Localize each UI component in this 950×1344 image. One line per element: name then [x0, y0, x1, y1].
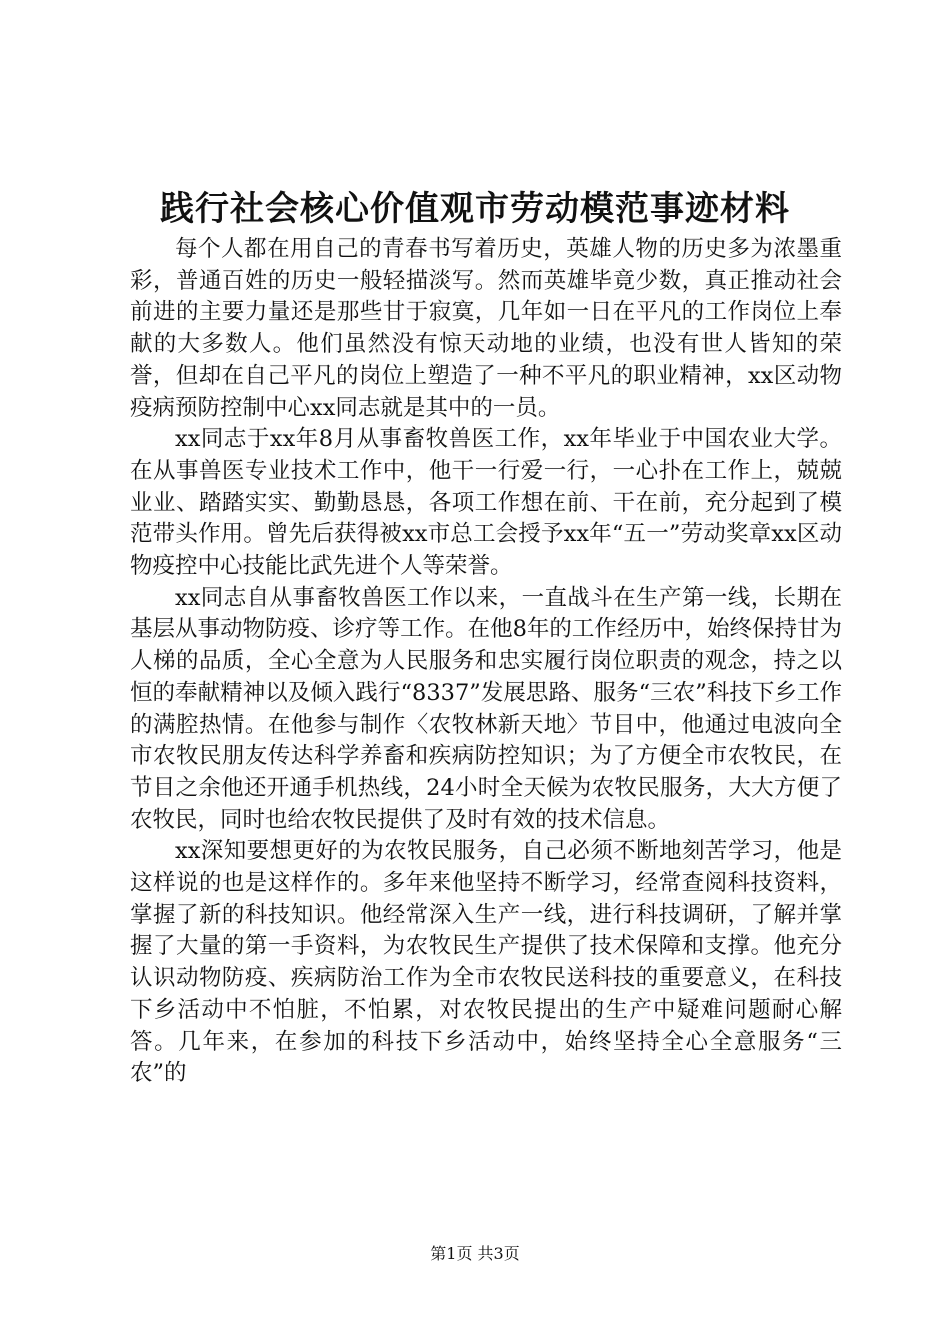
- paragraph: xx深知要想更好的为农牧民服务，自己必须不断地刻苦学习，他是这样说的也是这样作的。多年来他坚持不断学习，经常查阅科技资料，掌握了新的科技知识。他经常深入生产一线，进行科技调研，了解并掌握了大量的第一手资料，为农牧民生产提供了技术保障和支撑。他充分认识动物防疫、疾病防治工作为全市农牧民送科技的重要意义，在科技下乡活动中不怕脏，不怕累，对农牧民提出的生产中疑难问题耐心解答。几年来，在参加的科技下乡活动中，始终坚持全心全意服务“三农”的: [130, 838, 842, 1087]
- paragraph: xx同志于xx年8月从事畜牧兽医工作，xx年毕业于中国农业大学。在从事兽医专业技术工作中，他干一行爱一行，一心扑在工作上，兢兢业业、踏踏实实、勤勤恳恳，各项工作想在前、干在前，充分起到了模范带头作用。曾先后获得被xx市总工会授予xx年“五一”劳动奖章xx区动物疫控中心技能比武先进个人等荣誉。: [130, 426, 842, 580]
- paragraph: xx同志自从事畜牧兽医工作以来，一直战斗在生产第一线，长期在基层从事动物防疫、诊疗等工作。在他8年的工作经历中，始终保持甘为人梯的品质，全心全意为人民服务和忠实履行岗位职责的观念，持之以恒的奉献精神以及倾入践行“8337”发展思路、服务“三农”科技下乡工作的满腔热情。在他参与制作〈农牧林新天地〉节目中，他通过电波向全市农牧民朋友传达科学养畜和疾病防控知识；为了方便全市农牧民，在节目之余他还开通手机热线，24小时全天候为农牧民服务，大大方便了农牧民，同时也给农牧民提供了及时有效的技术信息。: [130, 584, 842, 833]
- document-body: [130, 234, 842, 1090]
- paragraph: 每个人都在用自己的青春书写着历史，英雄人物的历史多为浓墨重彩，普通百姓的历史一般轻描淡写。然而英雄毕竟少数，真正推动社会前进的主要力量还是那些甘于寂寞，几年如一日在平凡的工作岗位上奉献的大多数人。他们虽然没有惊天动地的业绩，也没有世人皆知的荣誉，但却在自己平凡的岗位上塑造了一种不平凡的职业精神，xx区动物疫病预防控制中心xx同志就是其中的一员。: [130, 236, 842, 421]
- page-footer: [0, 1244, 950, 1264]
- document-title: 践行社会核心价值观市劳动模范事迹材料: [160, 189, 790, 229]
- page-number: 第1页 共3页: [430, 1244, 520, 1263]
